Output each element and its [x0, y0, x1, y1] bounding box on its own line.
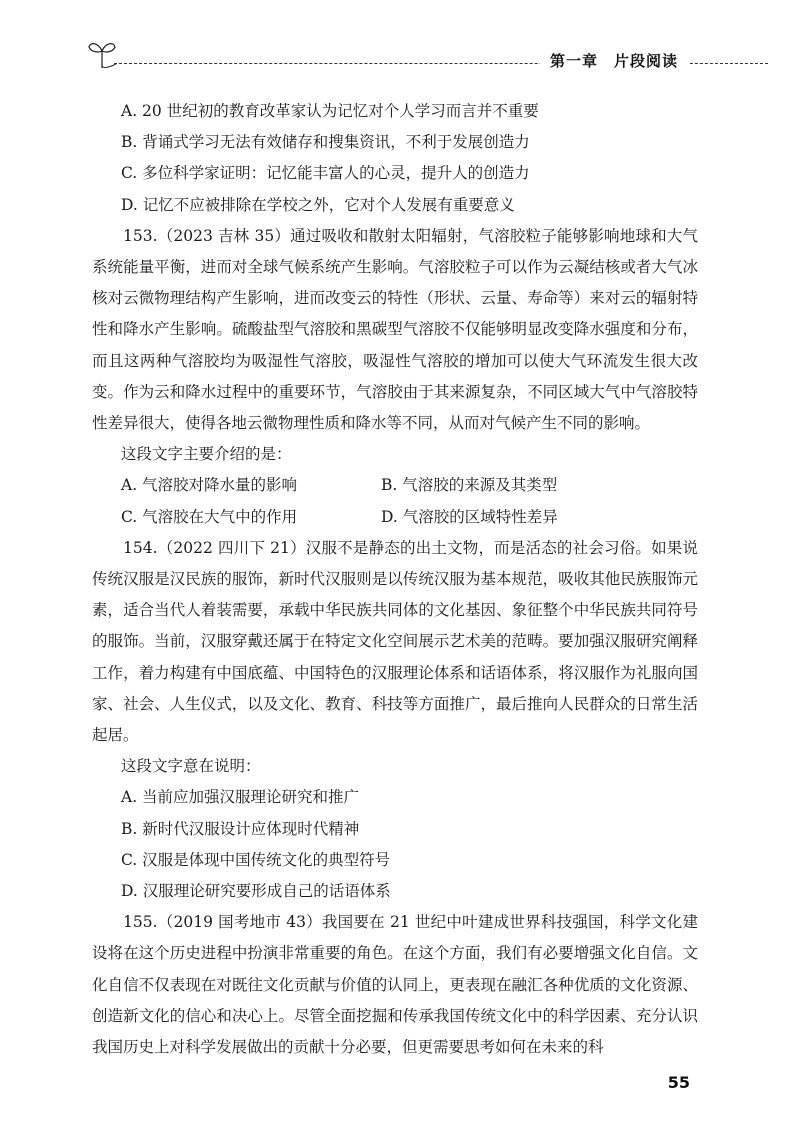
- q152-option-b: B. 背诵式学习无法有效储存和搜集资讯，不利于发展创造力: [121, 133, 530, 152]
- page-header: [88, 38, 768, 78]
- q153-option-a: A. 气溶胶对降水量的影响: [121, 476, 298, 495]
- q154-passage: 154.（2022 四川下 21）汉服不是静态的出土文物，而是活态的社会习俗。如果说传统汉服是汉民族的服饰，新时代汉服则是以传统汉服为基本规范，吸收其他民族服饰元素，适合当代人着装需要，承载中华民族共同体的文化基因、象征整个中华民族共同符号的服饰。当前，汉服穿戴还属于在特定文化空间展示艺术美的范畴。要加强汉服研究阐释工作，着力构建有中国底蕴、中国特色的汉服理论体系和话语体系，将汉服作为礼服向国家、社会、人生仪式，以及文化、教育、科技等方面推广，最后推向人民群众的日常生活起居。: [92, 538, 698, 745]
- chapter-title: 第一章 片段阅读: [540, 50, 688, 71]
- page-content: [92, 96, 698, 1063]
- q152-option-c: C. 多位科学家证明：记忆能丰富人的心灵，提升人的创造力: [121, 164, 530, 183]
- q152-option-d: D. 记忆不应被排除在学校之外，它对个人发展有重要意义: [121, 195, 515, 214]
- q153-option-c: C. 气溶胶在大气中的作用: [121, 507, 298, 526]
- q153-passage: 153.（2023 吉林 35）通过吸收和散射太阳辐射，气溶胶粒子能够影响地球和大气系统能量平衡，进而对全球气候系统产生影响。气溶胶粒子可以作为云凝结核或者大气冰核对云微物理结构产生影响，进而改变云的特性（形状、云量、寿命等）来对云的辐射特性和降水产生影响。硫酸盐型气溶胶和黑碳型气溶胶不仅能够明显改变降水强度和分布，而且这两种气溶胶均为吸湿性气溶胶，吸湿性气溶胶的增加可以使大气环流发生很大改变。作为云和降水过程中的重要环节，气溶胶由于其来源复杂，不同区域大气中气溶胶特性差异很大，使得各地云微物理性质和降水等不同，从而对气候产生不同的影响。: [92, 226, 698, 433]
- page-number: 55: [667, 1073, 690, 1092]
- q153-option-d: D. 气溶胶的区域特性差异: [381, 507, 558, 526]
- q154-option-d: D. 汉服理论研究要形成自己的话语体系: [121, 882, 391, 901]
- q155-passage: 155.（2019 国考地市 43）我国要在 21 世纪中叶建成世界科技强国，科学文化建设将在这个历史进程中扮演非常重要的角色。在这个方面，我们有必要增强文化自信。文化自信不仅表现在对既往文化贡献与价值的认同上，更表现在融汇各种优质的文化资源、创造新文化的信心和决心上。尽管全面挖掘和传承我国传统文化中的科学因素、充分认识我国历史上对科学发展做出的贡献十分必要，但更需要思考如何在未来的科: [92, 913, 698, 1057]
- q154-question: 这段文字意在说明：: [121, 757, 261, 776]
- q153-options-row-2: [92, 502, 698, 533]
- q154-option-b: B. 新时代汉服设计应体现时代精神: [121, 819, 360, 838]
- leaf-sprout-icon: [88, 38, 118, 74]
- q153-option-b: B. 气溶胶的来源及其类型: [381, 476, 558, 495]
- q154-option-a: A. 当前应加强汉服理论研究和推广: [121, 788, 360, 807]
- q154-option-c: C. 汉服是体现中国传统文化的典型符号: [121, 850, 391, 869]
- q153-options-row-1: [92, 470, 698, 501]
- q153-question: 这段文字主要介绍的是：: [121, 445, 292, 464]
- q152-option-a: A. 20 世纪初的教育改革家认为记忆对个人学习而言并不重要: [121, 102, 539, 120]
